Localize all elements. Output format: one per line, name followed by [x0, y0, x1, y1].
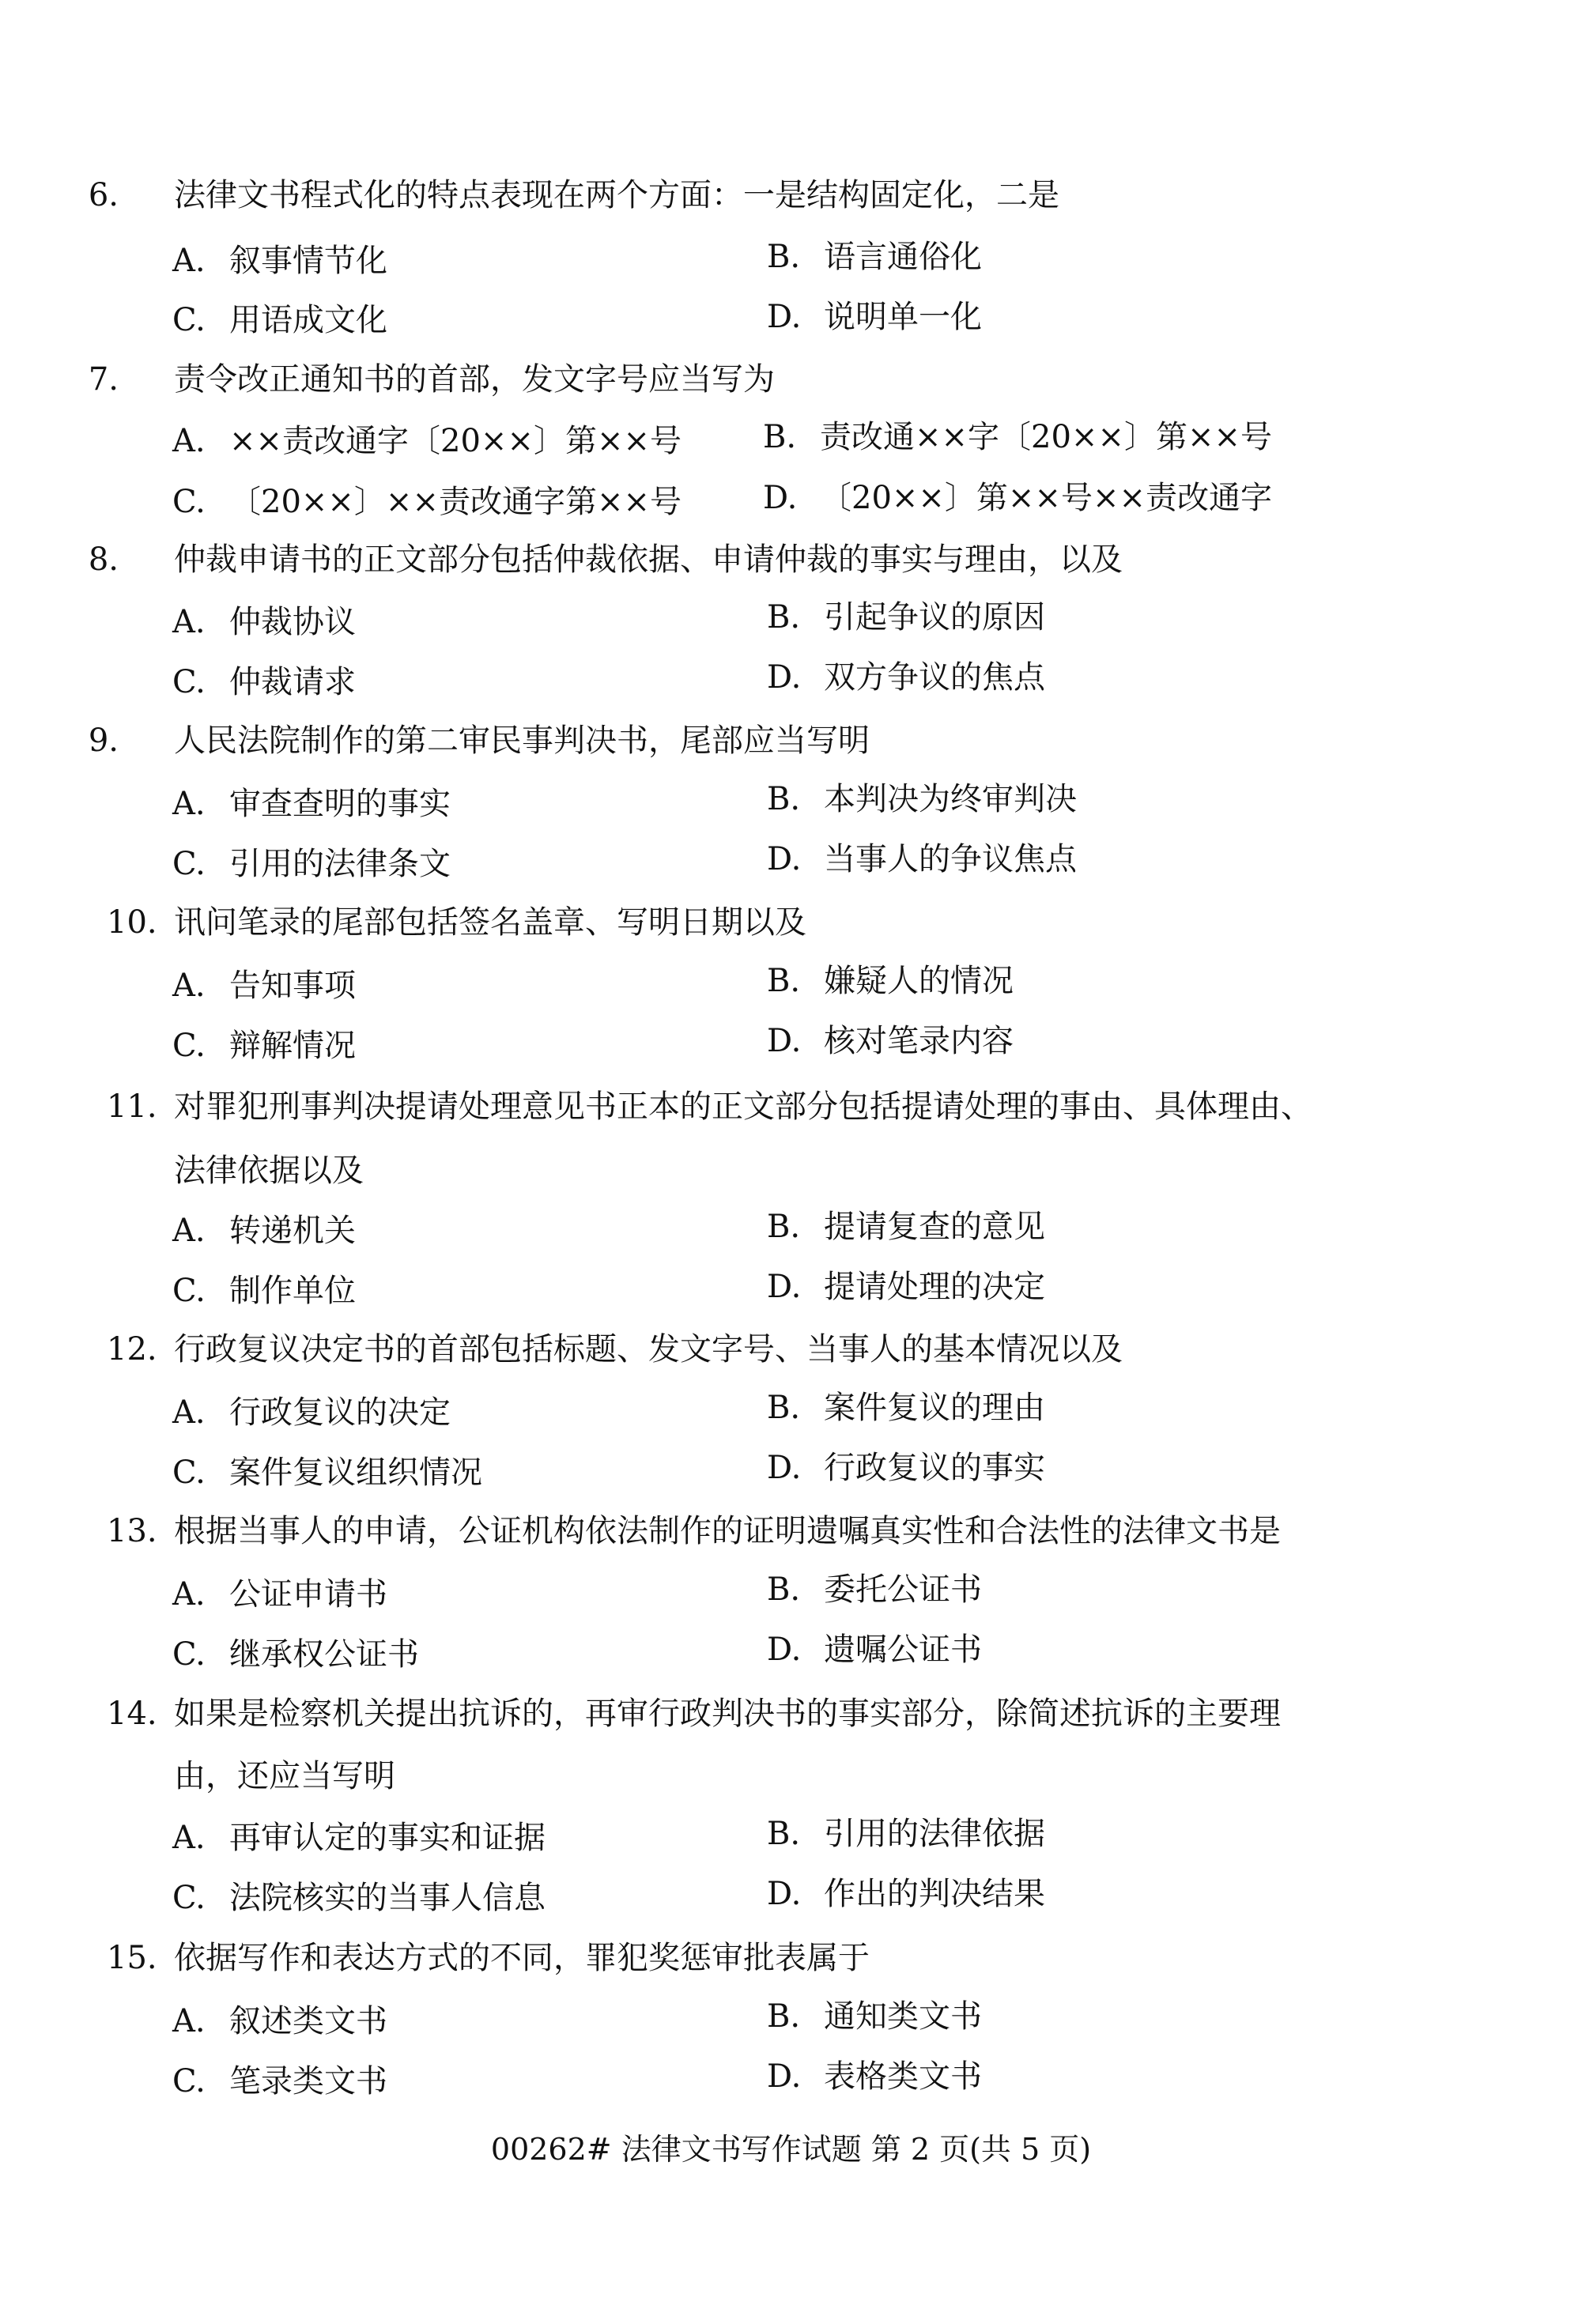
option-b: B. 嫌疑人的情况 [767, 963, 1014, 999]
question-number: 8. [88, 541, 119, 578]
option-a: A. 叙述类文书 [172, 2003, 387, 2039]
option-b: B. 本判决为终审判决 [767, 781, 1077, 817]
question-stem: 讯问笔录的尾部包括签名盖章、写明日期以及 [174, 904, 806, 941]
option-c: C. 继承权公证书 [172, 1636, 419, 1673]
option-a: A. 叙事情节化 [172, 243, 387, 279]
option-b: B. 提请复查的意见 [767, 1209, 1045, 1245]
question-number: 15. [107, 1940, 157, 1976]
option-a: A. 公证申请书 [172, 1576, 387, 1613]
option-d: D. 提请处理的决定 [767, 1269, 1045, 1305]
option-d: D. 双方争议的焦点 [767, 659, 1045, 696]
option-c: C. 案件复议组织情况 [172, 1454, 482, 1491]
question-number: 11. [107, 1088, 157, 1125]
question-stem: 如果是检察机关提出抗诉的，再审行政判决书的事实部分，除简述抗诉的主要理 [174, 1696, 1281, 1732]
question-stem: 人民法院制作的第二审民事判决书，尾部应当写明 [174, 722, 870, 759]
option-d: D. 核对笔录内容 [767, 1023, 1014, 1059]
option-d: D. 当事人的争议焦点 [767, 841, 1077, 877]
question-stem: 仲裁申请书的正文部分包括仲裁依据、申请仲裁的事实与理由，以及 [174, 541, 1123, 578]
question-stem: 依据写作和表达方式的不同，罪犯奖惩审批表属于 [174, 1940, 870, 1976]
option-c: C. 引用的法律条文 [172, 846, 451, 882]
option-a: A. ××责改通字〔20××〕第××号 [172, 423, 682, 459]
question-stem: 对罪犯刑事判决提请处理意见书正本的正文部分包括提请处理的事由、具体理由、 [174, 1088, 1312, 1125]
question-number: 13. [107, 1513, 157, 1549]
option-b: B. 责改通××字〔20××〕第××号 [763, 419, 1272, 455]
page-footer: 00262# 法律文书写作试题 第 2 页(共 5 页) [490, 2132, 1092, 2167]
option-c: C. 制作单位 [172, 1273, 356, 1309]
option-d: D. 行政复议的事实 [767, 1450, 1045, 1486]
option-b: B. 案件复议的理由 [767, 1390, 1045, 1426]
option-a: A. 告知事项 [172, 968, 356, 1004]
option-c: C. 用语成文化 [172, 302, 387, 338]
question-stem-continued: 法律依据以及 [174, 1153, 364, 1189]
question-number: 6. [88, 177, 119, 213]
question-number: 10. [107, 904, 157, 941]
option-d: D. 说明单一化 [767, 299, 982, 335]
option-a: A. 转递机关 [172, 1213, 356, 1249]
option-b: B. 语言通俗化 [767, 239, 982, 275]
option-c: C. 法院核实的当事人信息 [172, 1880, 546, 1916]
option-a: A. 再审认定的事实和证据 [172, 1820, 546, 1856]
option-b: B. 引起争议的原因 [767, 599, 1045, 636]
option-a: A. 审查查明的事实 [172, 786, 451, 822]
option-c: C. 〔20××〕××责改通字第××号 [172, 484, 682, 520]
option-a: A. 行政复议的决定 [172, 1394, 451, 1431]
question-stem: 法律文书程式化的特点表现在两个方面：一是结构固定化，二是 [174, 177, 1059, 213]
question-number: 9. [88, 722, 119, 759]
option-c: C. 笔录类文书 [172, 2063, 387, 2100]
option-a: A. 仲裁协议 [172, 604, 356, 640]
question-stem-continued: 由，还应当写明 [174, 1758, 395, 1794]
option-b: B. 通知类文书 [767, 1998, 982, 2035]
option-b: B. 引用的法律依据 [767, 1816, 1045, 1852]
option-d: D. 表格类文书 [767, 2058, 982, 2095]
option-c: C. 仲裁请求 [172, 664, 356, 700]
question-stem: 责令改正通知书的首部，发文字号应当写为 [174, 361, 775, 398]
question-stem: 行政复议决定书的首部包括标题、发文字号、当事人的基本情况以及 [174, 1331, 1123, 1368]
option-d: D. 作出的判决结果 [767, 1876, 1045, 1912]
question-stem: 根据当事人的申请，公证机构依法制作的证明遗嘱真实性和合法性的法律文书是 [174, 1513, 1281, 1549]
option-d: D. 遗嘱公证书 [767, 1632, 982, 1668]
question-number: 7. [88, 361, 119, 398]
question-number: 14. [107, 1696, 157, 1732]
option-b: B. 委托公证书 [767, 1571, 982, 1608]
option-c: C. 辩解情况 [172, 1028, 356, 1064]
question-number: 12. [107, 1331, 157, 1368]
option-d: D. 〔20××〕第××号××责改通字 [763, 480, 1272, 516]
